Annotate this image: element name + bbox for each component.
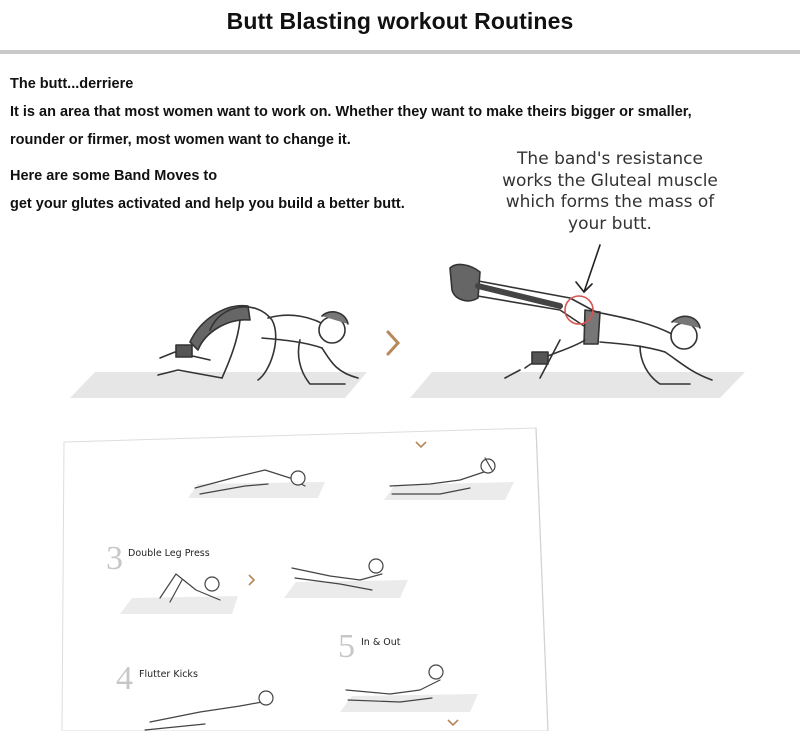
step-number-3: 3 <box>106 540 123 577</box>
pointer-arrow-icon <box>576 245 600 292</box>
exercise-mat <box>120 596 238 614</box>
callout-line-4: your butt. <box>568 213 652 234</box>
intro-line-1: The butt...derriere <box>10 76 134 92</box>
intro-line-2: It is an area that most women want to work on. Whether they want to make theirs bigger or smaller, <box>10 104 692 120</box>
callout-line-3: which forms the mass of <box>505 192 715 212</box>
exercise-sheet-inset <box>62 428 548 731</box>
next-arrow-icon <box>388 332 398 354</box>
page-title: Butt Blasting workout Routines <box>226 8 574 34</box>
quadruped-start-illustration <box>70 306 367 398</box>
intro-line-5: get your glutes activated and help you build a better butt. <box>10 196 405 212</box>
step-label-in-out: In & Out <box>361 637 401 648</box>
step-label-flutter-kicks: Flutter Kicks <box>139 669 198 680</box>
step-number-4: 4 <box>116 660 133 697</box>
step-label-double-leg-press: Double Leg Press <box>128 548 210 559</box>
exercise-mat <box>70 372 367 398</box>
callout-line-1: The band's resistance <box>517 149 703 169</box>
exercise-mat <box>284 580 408 598</box>
callout-line-2: works the Gluteal muscle <box>502 170 718 191</box>
step-number-5: 5 <box>338 628 355 665</box>
exercise-mat <box>410 372 745 398</box>
intro-line-4: Here are some Band Moves to <box>10 168 218 184</box>
exercise-mat <box>340 694 478 712</box>
intro-line-3: rounder or firmer, most women want to change it. <box>10 132 351 148</box>
